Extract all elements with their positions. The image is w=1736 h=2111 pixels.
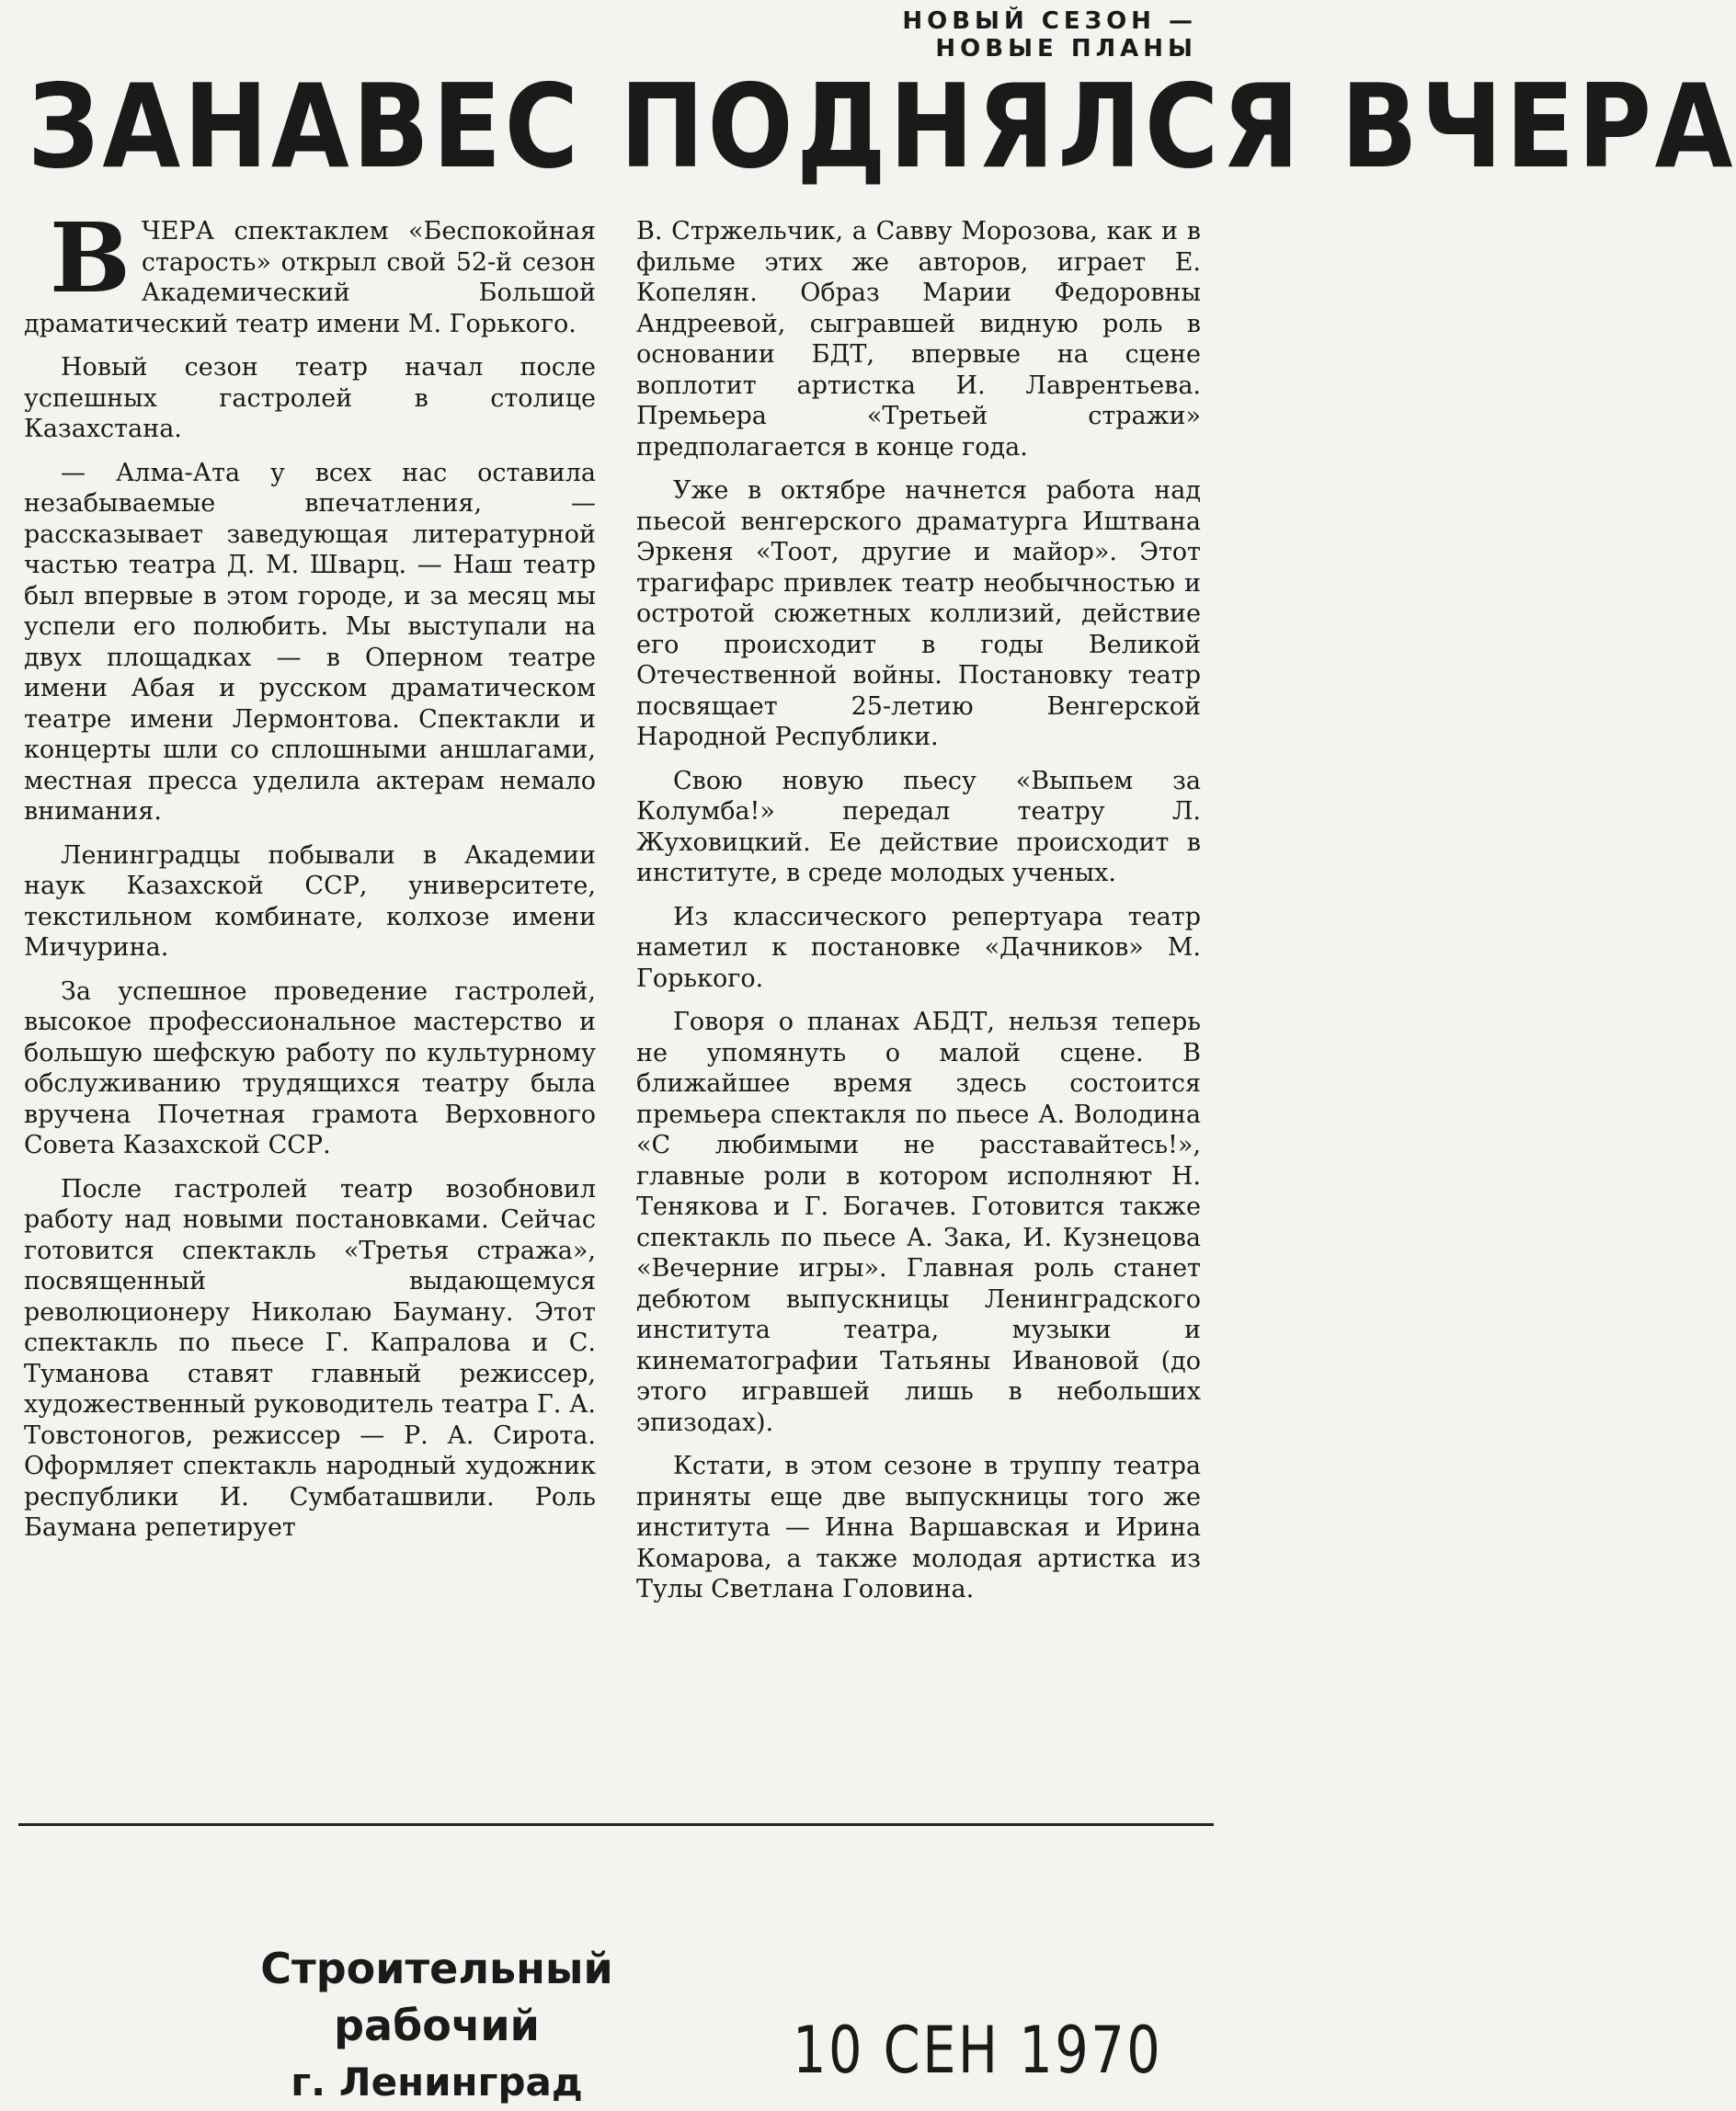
article-paragraph: Свою новую пьесу «Выпьем за Колумба!» передал театру Л. Жуховицкий. Ее действие происходит в институте, в среде молодых ученых. (636, 766, 1201, 887)
rubric-line-2: НОВЫЕ ПЛАНЫ (935, 35, 1197, 63)
lead-text: ЧЕРА спектаклем «Беспокойная старость» открыл свой 52-й сезон Академический Большой драматический театр имени М. Горького. (24, 217, 596, 338)
newspaper-source (221, 1940, 653, 2111)
article-column-left (24, 201, 596, 1557)
article-paragraph: Из классического репертуара театр наметил к постановке «Дачников» М. Горького. (636, 902, 1201, 993)
article-paragraph: За успешное проведение гастролей, высокое профессиональное мастерство и большую шефскую работу по культурному обслуживанию трудящихся театру была вручена Почетная грамота Верховного Совета Казахской ССР. (24, 976, 596, 1159)
newspaper-name: Строительный рабочий (260, 1944, 613, 2050)
rubric-kicker (902, 7, 1197, 63)
date-stamp: 10 СЕН 1970 (793, 2013, 1163, 2088)
article-paragraph: Кстати, в этом сезоне в труппу театра приняты еще две выпускницы того же института — Инна Варшавская и Ирина Комарова, а также молодая артистка из Тулы Светлана Головина. (636, 1452, 1201, 1603)
rubric-line-1: НОВЫЙ СЕЗОН — (902, 7, 1197, 35)
article-paragraph: После гастролей театр возобновил работу над новыми постановками. Сейчас готовится спектакль «Третья стража», посвященный выдающемуся революционеру Николаю Бауману. Этот спектакль по пьесе Г. Капралова и С. Туманова ставят главный режиссер, художественный руководитель театра Г. А. Товстоногов, режиссер — Р. А. Сирота. Оформляет спектакль народный художник республики И. Сумбаташвили. Роль Баумана репетирует (24, 1174, 596, 1542)
article-column-right (636, 216, 1201, 1618)
article-bottom-rule (18, 1823, 1214, 1826)
article-paragraph: Говоря о планах АБДТ, нельзя теперь не упомянуть о малой сцене. В ближайшее время здесь состоится премьера спектакля по пьесе А. Володина «С любимыми не расставайтесь!», главные роли в котором исполняют Н. Тенякова и Г. Богачев. Готовится также спектакль по пьесе А. Зака, И. Кузнецова «Вечерние игры». Главная роль станет дебютом выпускницы Ленинградского института театра, музыки и кинематографии Татьяны Ивановой (до этого игравшей лишь в небольших эпизодах). (636, 1008, 1201, 1437)
article-headline: ЗАНАВЕС ПОДНЯЛСЯ ВЧЕРА (28, 59, 1736, 194)
drop-cap: В (50, 201, 131, 314)
article-paragraph: Уже в октябре начнется работа над пьесой венгерского драматурга Иштвана Эркеня «Тоот, другие и майор». Этот трагифарс привлек театр необычностью и остротой сюжетных коллизий, действие его происходит в годы Великой Отечественной войны. Постановку театр посвящает 25-летию Венгерской Народной Республики. (636, 476, 1201, 751)
newspaper-city: г. Ленинград (291, 2060, 583, 2105)
article-lead-paragraph (24, 201, 596, 339)
article-paragraph: Новый сезон театр начал после успешных гастролей в столице Казахстана. (24, 353, 596, 443)
article-paragraph: В. Стржельчик, а Савву Морозова, как и в фильме этих же авторов, играет Е. Копелян. Образ Марии Федоровны Андреевой, сыгравшей видную роль в основании БДТ, впервые на сцене воплотит артистка И. Лаврентьева. Премьера «Третьей стражи» предполагается в конце года. (636, 217, 1201, 462)
article-paragraph: Ленинградцы побывали в Академии наук Казахской ССР, университете, текстильном комбинате, колхозе имени Мичурина. (24, 840, 596, 962)
article-paragraph: — Алма-Ата у всех нас оставила незабываемые впечатления, — рассказывает заведующая литературной частью театра Д. М. Шварц. — Наш театр был впервые в этом городе, и за месяц мы успели его полюбить. Мы выступали на двух площадках — в Оперном театре имени Абая и русском драматическом театре имени Лермонтова. Спектакли и концерты шли со сплошными аншлагами, местная пресса уделила актерам немало внимания. (24, 458, 596, 826)
